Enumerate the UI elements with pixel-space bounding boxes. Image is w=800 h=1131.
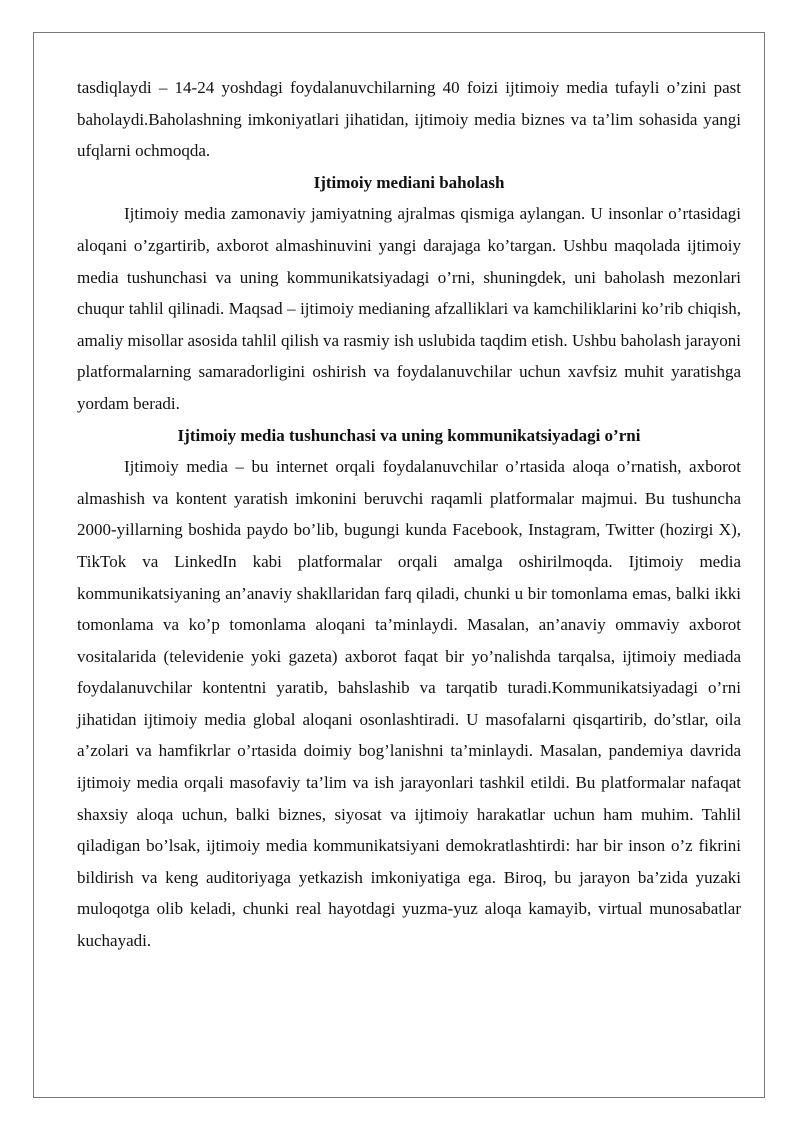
section-heading-concept: Ijtimoiy media tushunchasi va uning kommunikatsiyadagi o’rni [177,425,641,445]
paragraph-concept: Ijtimoiy media – bu internet orqali foydalanuvchilar o’rtasida aloqa o’rnatish, axborot almashish va kontent yaratish imkonini beruvchi raqamli platformalar majmui. Bu tushuncha 2000-yillarning boshida paydo bo’lib, bugungi kunda Facebook, Instagram, Twitter (hozirgi X), TikTok va LinkedIn kabi platformalar orqali amalga oshirilmoqda. Ijtimoiy media kommunikatsiyaning an’anaviy shakllaridan farq qiladi, chunki u bir tomonlama emas, balki ikki tomonlama va ko’p tomonlama aloqani ta’minlaydi. Masalan, an’anaviy ommaviy axborot vositalarida (televidenie yoki gazeta) axborot faqat bir yo’nalishda tarqalsa, ijtimoiy mediada foydalanuvchilar kontentni yaratib, bahslashib va tarqatib turadi.Kommunikatsiyadagi o’rni jihatidan ijtimoiy media global aloqani osonlashtiradi. U masofalarni qisqartirib, do’stlar, oila a’zolari va hamfikrlar o’rtasida doimiy bog’lanishni ta’minlaydi. Masalan, pandemiya davrida ijtimoiy media orqali masofaviy ta’lim va ish jarayonlari tashkil etildi. Bu platformalar nafaqat shaxsiy aloqa uchun, balki biznes, siyosat va ijtimoiy harakatlar uchun ham muhim. Tahlil qiladigan bo’lsak, ijtimoiy media kommunikatsiyani demokratlashtirdi: har bir inson o’z fikrini bildirish va keng auditoriyaga yetkazish imkoniyatiga ega. Biroq, bu jarayon ba’zida yuzaki muloqotga olib keladi, chunki real hayotdagi yuzma-yuz aloqa kamayib, virtual munosabatlar kuchayadi. [77,457,741,951]
section-heading-evaluation: Ijtimoiy mediani baholash [313,172,505,192]
paragraph-introduction: Ijtimoiy media zamonaviy jamiyatning ajralmas qismiga aylangan. U insonlar o’rtasidagi aloqani o’zgartirib, axborot almashinuvini yangi darajaga ko’targan. Ushbu maqolada ijtimoiy media tushunchasi va uning kommunikatsiyadagi o’rni, shuningdek, uni baholash mezonlari chuqur tahlil qilinadi. Maqsad – ijtimoiy medianing afzalliklari va kamchiliklarini ko’rib chiqish, amaliy misollar asosida tahlil qilish va rasmiy ish uslubida taqdim etish. Ushbu baholash jarayoni platformalarning samaradorligini oshirish va foydalanuvchilar uchun xavfsiz muhit yaratishga yordam beradi. [77,204,741,413]
document-body [77,72,741,957]
continued-paragraph: tasdiqlaydi – 14-24 yoshdagi foydalanuvchilarning 40 foizi ijtimoiy media tufayli o’zini past baholaydi.Baholashning imkoniyatlari jihatidan, ijtimoiy media biznes va ta’lim sohasida yangi ufqlarni ochmoqda. [77,78,741,161]
